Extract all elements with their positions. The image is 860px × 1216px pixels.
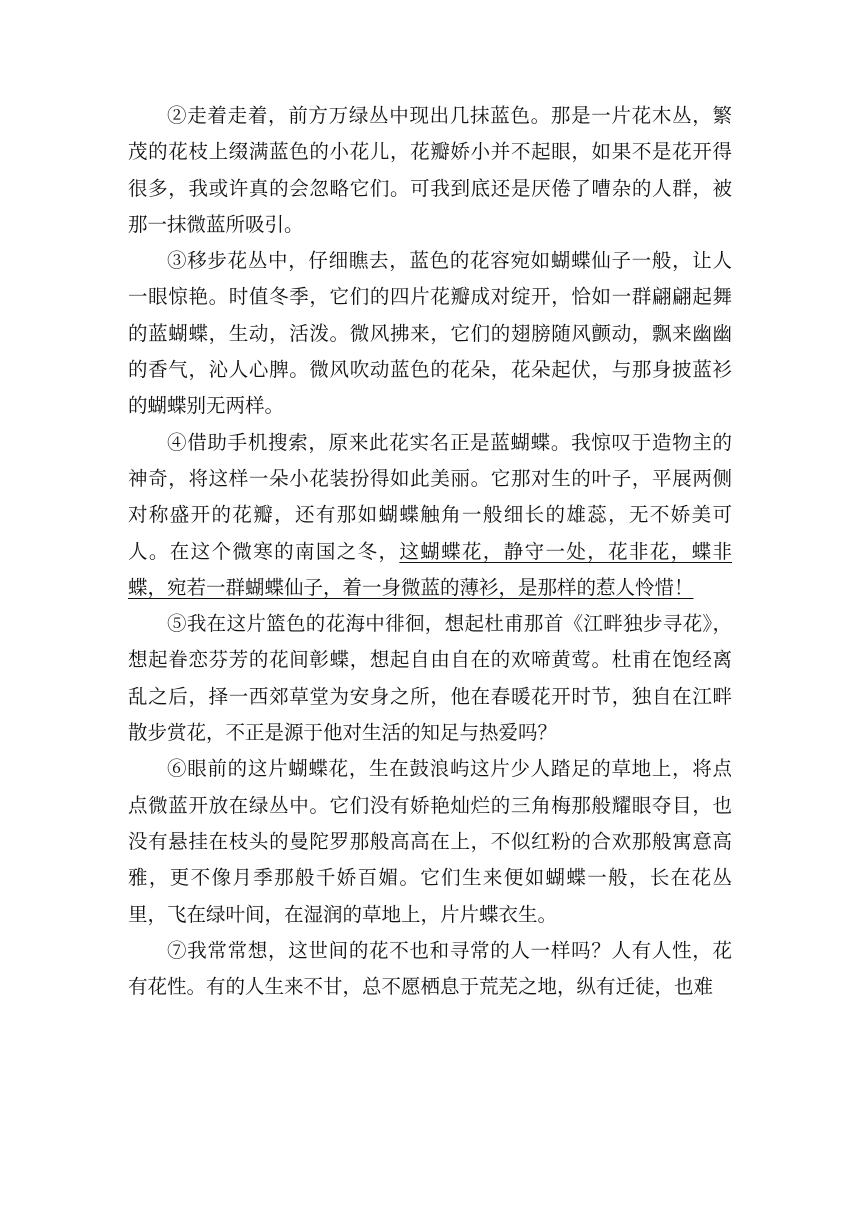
paragraph-7: ⑦我常常想，这世间的花不也和寻常的人一样吗？人有人性，花有花性。有的人生来不甘，总不愿栖息于荒芜之地，纵有迁徒，也难: [128, 938, 732, 999]
paragraph-4-text: ④借助手机搜索，原来此花实名正是蓝蝴蝶。我惊叹于造物主的神奇，将这样一朵小花装扮得如此美丽。它那对生的叶子，平展两侧对称盛开的花瓣，还有那如蝴蝶触角一般细长的雄蕊，无不娇美可人。在这个微寒的南国之冬，: [128, 430, 732, 563]
paragraph-6: ⑥眼前的这片蝴蝶花，生在鼓浪屿这片少人踏足的草地上，将点点微蓝开放在绿丛中。它们没有娇艳灿烂的三角梅那般耀眼夺目，也没有悬挂在枝头的曼陀罗那般高高在上，不似红粉的合欢那般寓意高雅，更不像月季那般千娇百媚。它们生来便如蝴蝶一般，长在花丛里，飞在绿叶间，在湿润的草地上，片片蝶衣生。: [128, 757, 732, 926]
underlined-sentence: 这蝴蝶花，静守一处，花非花，蝶非蝶，宛若一群蝴蝶仙子，着一身微蓝的薄衫，是那样的惹人怜惜！: [128, 539, 732, 599]
paragraph-4: [128, 425, 732, 606]
paragraph-2: ②走着走着，前方万绿丛中现出几抹蓝色。那是一片花木丛，繁茂的花枝上缀满蓝色的小花儿，花瓣娇小并不起眼，如果不是花开得很多，我或许真的会忽略它们。可我到底还是厌倦了嘈杂的人群，被那一抹微蓝所吸引。: [128, 104, 732, 236]
paragraph-5: ⑤我在这片篮色的花海中徘徊，想起杜甫那首《江畔独步寻花》，想起眷恋芬芳的花间彰蝶，想起自由自在的欢啼黄莺。杜甫在饱经离乱之后，择一西郊草堂为安身之所，他在春暖花开时节，独自在江畔散步赏花，不正是源于他对生活的知足与热爱吗？: [128, 612, 732, 745]
paragraph-3: ③移步花丛中，仔细瞧去，蓝色的花容宛如蝴蝶仙子一般，让人一眼惊艳。时值冬季，它们的四片花瓣成对绽开，恰如一群翩翩起舞的蓝蝴蝶，生动，活泼。微风拂来，它们的翅膀随风颤动，飘来幽幽的香气，沁人心脾。微风吹动蓝色的花朵，花朵起伏，与那身披蓝衫的蝴蝶别无两样。: [128, 249, 732, 418]
document-page: [128, 98, 732, 1005]
